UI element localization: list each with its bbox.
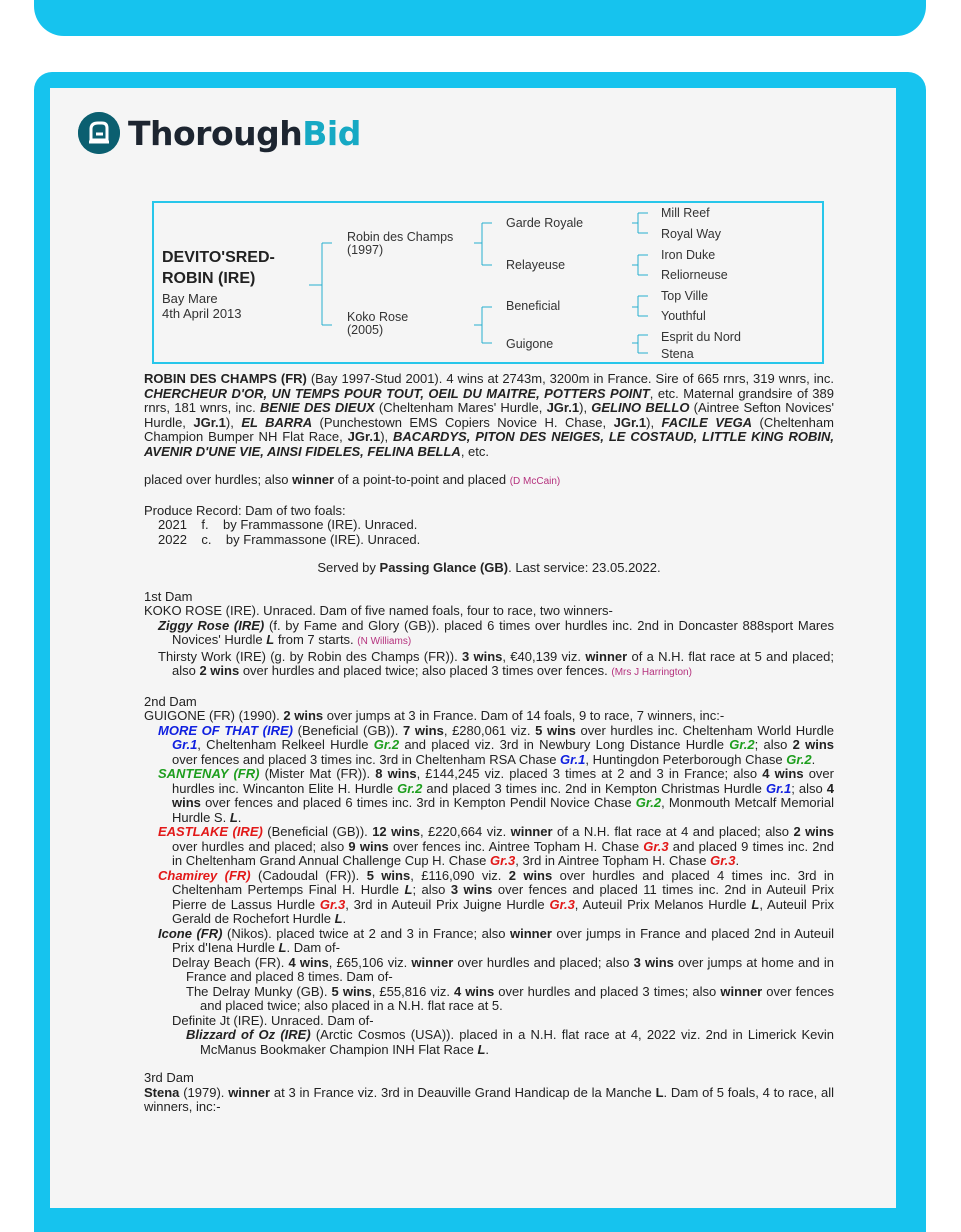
great-grandsire-1: Mill Reef <box>661 206 710 220</box>
wins-label: 8 wins <box>375 766 417 781</box>
listed-label: L <box>751 896 760 912</box>
grandsire-3: Beneficial <box>506 299 561 313</box>
entry-text: over hurdles and placed 3 times; also <box>494 983 721 999</box>
entry-text: , Monmouth Metcalf Memorial Hurdle S. <box>172 795 834 825</box>
entry-text: , Cheltenham Relkeel Hurdle <box>197 737 374 752</box>
produce-row-2: 2022 c. by Frammassone (IRE). Unraced. <box>158 531 421 547</box>
great-grandsire-5: Top Ville <box>661 289 709 303</box>
logo-word-thorough: Thorough <box>128 113 303 153</box>
horse-name <box>162 247 275 289</box>
thirsty-work-entry <box>144 650 834 681</box>
sire-text: (Punchestown EMS Copiers Novice H. Chase, <box>312 414 614 430</box>
pedigree-box <box>152 201 824 364</box>
great-grandsire-7: Esprit du Nord <box>661 330 741 344</box>
horse-foaling-date: 4th April 2013 <box>162 306 242 321</box>
entry-text: (f. by Fame and Glory (GB)). placed 6 times over hurdles inc. 2nd in Doncaster 888sport Mares Novices' Hurdle <box>172 617 834 647</box>
second-dam-heading: 2nd Dam <box>144 693 197 709</box>
trainer-note: (D McCain) <box>509 476 561 487</box>
wins-label: 4 wins <box>172 780 835 810</box>
entry-text: over jumps at home and in France and placed 8 times. Dam of- <box>186 954 834 984</box>
entry-text: and placed 9 times inc. 2nd in Cheltenham Grand Annual Challenge Cup H. Chase <box>172 838 834 868</box>
entry-text: , £55,816 viz. <box>371 983 455 999</box>
served-stallion: Passing Glance (GB) <box>379 560 509 575</box>
first-dam-line: KOKO ROSE (IRE). Unraced. Dam of five named foals, four to race, two winners- <box>144 603 613 618</box>
entry-text: , £144,245 viz. placed 3 times at 2 and 3 in France; also <box>416 766 763 781</box>
entry-text: . <box>485 1041 490 1057</box>
entry-text: GUIGONE (FR) (1990). <box>144 708 284 723</box>
listed-label: L <box>334 911 343 926</box>
sire-progeny: CHERCHEUR D'OR, UN TEMPS POUR TOUT, OEIL DU MAITRE, POTTERS POINT <box>144 385 650 401</box>
santenay-entry <box>144 767 834 825</box>
served-text: . Last service: 23.05.2022. <box>508 560 661 575</box>
grade-label: JGr.1 <box>613 414 647 430</box>
sire-text: (Aintree Sefton Novices' Hurdle, <box>144 400 834 430</box>
wins-label: winner <box>228 1084 271 1100</box>
entry-text: over hurdles and placed; also <box>453 954 634 970</box>
dam-name: Koko Rose <box>347 310 409 324</box>
wins-label: 4 wins <box>454 983 495 999</box>
grade-label: Gr.1 <box>560 751 586 767</box>
entry-text: ; also <box>412 882 451 897</box>
sire-text: ), <box>380 429 394 444</box>
entry-text: over hurdles and placed 4 times inc. 3rd in Cheltenham Pertemps Final H. Hurdle <box>172 867 834 897</box>
grandsire-2: Relayeuse <box>506 258 566 272</box>
blizzard-of-oz-entry <box>144 1028 834 1057</box>
grade-label: Gr.2 <box>397 780 423 796</box>
grandsire-4: Guigone <box>506 337 554 351</box>
entry-text: , 3rd in Aintree Topham H. Chase <box>515 853 711 868</box>
catalogue-body <box>144 372 834 1115</box>
wins-label: 12 wins <box>372 824 420 839</box>
entry-text: of a N.H. flat race at 4 and placed; also <box>552 824 794 839</box>
placed-text: of a point-to-point and placed <box>334 472 510 487</box>
dam-year: (2005) <box>347 323 384 337</box>
top-card <box>34 0 926 36</box>
wins-label: 5 wins <box>535 722 576 738</box>
horse-description <box>162 291 242 321</box>
delray-beach-entry <box>144 956 834 985</box>
logo-mark-icon <box>78 112 120 154</box>
horse-name-green: SANTENAY (FR) <box>158 766 260 781</box>
wins-label: 5 wins <box>331 983 372 999</box>
entry-text: . Dam of 5 foals, 4 to race, all winners, inc:- <box>144 1084 835 1114</box>
delray-munky-entry <box>144 985 834 1014</box>
entry-text: at 3 in France viz. 3rd in Deauville Grand Handicap de la Manche <box>270 1084 656 1100</box>
great-grandsire-2: Royal Way <box>661 227 721 241</box>
wins-label: 3 wins <box>633 954 674 970</box>
wins-label: winner <box>509 925 552 941</box>
wins-label: 3 wins <box>450 882 493 897</box>
sire-progeny: FACILE VEGA <box>661 414 753 430</box>
entry-text: , €40,139 viz. <box>502 648 586 664</box>
entry-text: (Beneficial (GB)). <box>293 722 404 738</box>
wins-label: winner <box>585 648 628 664</box>
great-grandsire-3: Iron Duke <box>661 248 716 262</box>
entry-text: over fences and placed 3 times inc. 3rd in Cheltenham RSA Chase <box>172 751 561 767</box>
entry-text: over jumps in France and placed 2nd in Auteuil Prix d'Iena Hurdle <box>172 925 834 955</box>
wins-label: 7 wins <box>403 722 444 738</box>
ziggy-rose-name: Ziggy Rose (IRE) <box>158 617 265 633</box>
wins-label: 2 wins <box>199 663 240 678</box>
entry-text: . <box>811 751 816 767</box>
great-grandsire-8: Stena <box>661 347 694 361</box>
grade-label: Gr.1 <box>172 737 198 752</box>
grade-label: Gr.1 <box>765 780 792 796</box>
eastlake-entry <box>144 825 834 869</box>
logo-word-bid: Bid <box>302 113 361 153</box>
chamirey-entry <box>144 869 834 927</box>
wins-label: winner <box>411 954 454 970</box>
horse-name-red: Chamirey (FR) <box>158 867 251 883</box>
wins-label: 4 wins <box>762 766 804 781</box>
entry-text: The Delray Munky (GB). <box>186 983 332 999</box>
grade-label: Gr.3 <box>643 838 669 854</box>
entry-text: over hurdles inc. Wincanton Elite H. Hurdle <box>172 766 834 796</box>
entry-text: (Cadoudal (FR)). <box>250 867 367 883</box>
entry-text: over fences and placed 11 times inc. 2nd in Auteuil Prix Pierre de Lassus Hurdle <box>172 882 835 912</box>
produce-row-1: 2021 f. by Frammassone (IRE). Unraced. <box>158 517 418 532</box>
entry-text: over jumps at 3 in France. Dam of 14 foals, 9 to race, 7 winners, inc:- <box>323 708 725 723</box>
grade-label: JGr.1 <box>546 400 580 415</box>
listed-label: L <box>266 632 275 647</box>
horse-name-black: Icone (FR) <box>158 925 223 941</box>
sire-heading: ROBIN DES CHAMPS (FR) <box>144 371 307 386</box>
produce-header: Produce Record: Dam of two foals: <box>144 502 346 518</box>
more-of-that-entry <box>144 724 834 768</box>
sire-text: (Cheltenham Champion Bumper NH Flat Race, <box>144 414 834 444</box>
entry-text: over hurdles inc. Cheltenham World Hurdle <box>575 722 834 738</box>
listed-label: L <box>229 809 238 825</box>
trainer-note: (Mrs J Harrington) <box>611 667 692 678</box>
entry-text: (1979). <box>179 1084 229 1100</box>
entry-text: . <box>342 911 347 926</box>
grade-label: JGr.1 <box>347 429 381 444</box>
sire-text: (Cheltenham Mares' Hurdle, <box>374 400 547 415</box>
entry-text: , Auteuil Prix Melanos Hurdle <box>574 896 752 912</box>
grade-label: Gr.2 <box>786 751 812 767</box>
placed-text: placed over hurdles; also <box>144 472 293 487</box>
entry-text: (Arctic Cosmos (USA)). placed in a N.H. flat race at 4, 2022 viz. 2nd in Limerick Kevin McManus Bookmaker Champion INH Flat Race <box>200 1027 834 1057</box>
thoroughbid-logo <box>78 112 361 154</box>
grade-label: Gr.2 <box>635 795 662 810</box>
wins-label: winner <box>720 983 763 999</box>
ziggy-rose-entry <box>144 619 834 650</box>
sire-text: , etc. <box>460 443 489 459</box>
icone-entry <box>144 927 834 956</box>
listed-label: L <box>404 882 413 897</box>
sire-progeny: BACARDYS, PITON DES NEIGES, LE COSTAUD, LITTLE KING ROBIN, AVENIR D'UNE VIE, AINSI FIDELES, FELINA BELLA <box>144 429 834 459</box>
served-line <box>144 561 834 576</box>
entry-text: , £116,090 viz. <box>410 867 509 883</box>
entry-text: and placed 3 times inc. 2nd in Kempton Christmas Hurdle <box>422 780 766 796</box>
entry-text: of a N.H. flat race at 5 and placed; also <box>172 648 835 678</box>
horse-name-line2: ROBIN (IRE) <box>162 270 256 287</box>
sire-text: (Bay 1997-Stud 2001). 4 wins at 2743m, 3200m in France. Sire of 665 rnrs, 319 wnrs, inc. <box>306 371 834 386</box>
grade-label: Gr.3 <box>710 853 736 868</box>
entry-text: (Nikos). placed twice at 2 and 3 in France; also <box>222 925 510 941</box>
third-dam-line <box>144 1086 834 1115</box>
sire-year: (1997) <box>347 243 384 257</box>
wins-label: 4 wins <box>288 954 329 970</box>
sire-progeny: EL BARRA <box>241 414 313 430</box>
first-dam-heading: 1st Dam <box>144 588 193 604</box>
sire-progeny: GELINO BELLO <box>591 400 690 415</box>
grade-label: Gr.2 <box>373 737 400 752</box>
entry-text: and placed viz. 3rd in Newbury Long Distance Hurdle <box>399 737 730 752</box>
third-dam-name: Stena <box>144 1084 180 1100</box>
entry-text: (Beneficial (GB)). <box>262 824 373 839</box>
wins-label: 2 wins <box>508 867 553 883</box>
wins-label: 2 wins <box>792 737 834 752</box>
horse-name-blue: MORE OF THAT (IRE) <box>158 722 294 738</box>
wins-label: winner <box>510 824 553 839</box>
horse-name-red: EASTLAKE (IRE) <box>158 824 263 839</box>
entry-text: . Dam of- <box>286 940 340 955</box>
entry-text: , 3rd in Auteuil Prix Juigne Hurdle <box>345 896 550 912</box>
entry-text: (Mister Mat (FR)). <box>259 766 376 781</box>
wins-label: 2 wins <box>283 708 324 723</box>
listed-label: L <box>278 940 287 955</box>
entry-text: over fences and placed 6 times inc. 3rd in Kempton Pendil Novice Chase <box>200 795 636 810</box>
horse-name-black: Blizzard of Oz (IRE) <box>186 1027 311 1042</box>
great-grandsire-4: Reliorneuse <box>661 268 728 282</box>
entry-text: , £220,664 viz. <box>420 824 511 839</box>
entry-text: over fences inc. Aintree Topham H. Chase <box>388 838 644 854</box>
entry-text: , £65,106 viz. <box>328 954 412 970</box>
trainer-note: (N Williams) <box>357 636 412 647</box>
grade-label: Gr.3 <box>549 896 575 912</box>
sire-progeny: BENIE DES DIEUX <box>259 400 375 415</box>
listed-label: L <box>655 1084 664 1100</box>
horse-name-line1: DEVITO'SRED- <box>162 249 275 266</box>
placed-winner: winner <box>292 472 335 487</box>
sire-cell <box>347 231 453 257</box>
entry-text: , £280,061 viz. <box>443 722 536 738</box>
wins-label: 2 wins <box>793 824 835 839</box>
entry-text: over hurdles and placed twice; also placed 3 times over fences. <box>239 663 612 678</box>
entry-text: ; also <box>754 737 793 752</box>
served-text: Served by <box>317 560 380 575</box>
sire-name: Robin des Champs <box>347 230 454 244</box>
grade-label: Gr.3 <box>319 896 346 912</box>
listed-label: L <box>477 1041 486 1057</box>
grandsire-1: Garde Royale <box>506 216 584 230</box>
horse-color-sex: Bay Mare <box>162 291 218 306</box>
entry-text: from 7 starts. <box>274 632 358 647</box>
wins-label: 9 wins <box>348 838 389 854</box>
great-grandsire-6: Youthful <box>661 309 706 323</box>
sire-paragraph <box>144 372 834 459</box>
sire-text: ), <box>646 414 662 430</box>
entry-text: over hurdles and placed; also <box>172 838 349 854</box>
definite-jt-entry: Definite Jt (IRE). Unraced. Dam of- <box>172 1012 374 1028</box>
grade-label: JGr.1 <box>193 414 226 430</box>
second-dam-line <box>144 709 834 724</box>
entry-text: , Huntingdon Peterborough Chase <box>585 751 787 767</box>
entry-text: . <box>735 853 740 868</box>
third-dam-heading: 3rd Dam <box>144 1070 194 1085</box>
entry-text: Thirsty Work (IRE) (g. by Robin des Champs (FR)). <box>158 648 462 664</box>
wins-label: 5 wins <box>366 867 411 883</box>
grade-label: Gr.2 <box>729 737 755 752</box>
sire-text: , etc. Maternal grandsire of 389 rnrs, 181 wnrs, inc. <box>144 385 834 415</box>
placed-paragraph <box>144 473 834 490</box>
entry-text: Delray Beach (FR). <box>172 954 289 970</box>
sire-text: ), <box>225 414 242 430</box>
entry-text: . <box>237 809 242 825</box>
sire-text: ), <box>579 400 592 415</box>
entry-text: over fences and placed twice; also placed in a N.H. flat race at 5. <box>200 983 834 1013</box>
entry-text: ; also <box>791 780 827 796</box>
wins-label: 3 wins <box>462 648 503 664</box>
grade-label: Gr.3 <box>489 853 516 868</box>
entry-text: , Auteuil Prix Gerald de Rochefort Hurdle <box>172 896 835 926</box>
logo-wordmark <box>128 114 361 153</box>
dam-cell <box>347 311 408 337</box>
